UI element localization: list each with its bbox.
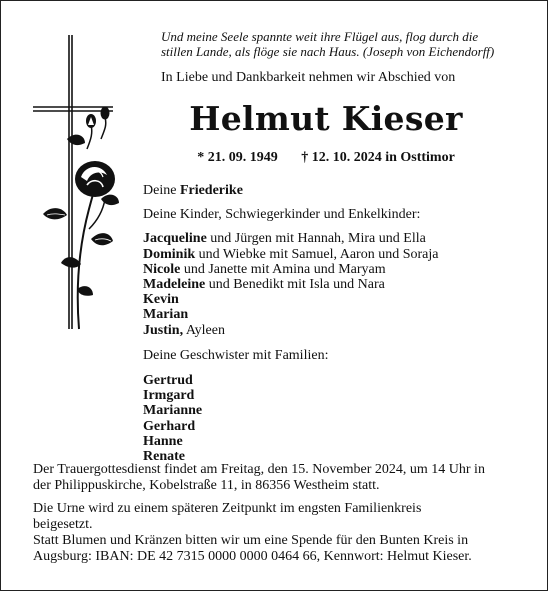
spouse-prefix: Deine [143, 183, 177, 198]
donation-line: Augsburg: IBAN: DE 42 7315 0000 0000 0464 66, Kennwort: Helmut Kieser. [33, 549, 472, 564]
service-line: Der Trauergottesdienst findet am Freitag, den 15. November 2024, um 14 Uhr in [33, 462, 485, 477]
list-item: Marian [143, 307, 189, 323]
list-item: Gerhard [143, 418, 196, 434]
children-heading: Deine Kinder, Schwiegerkinder und Enkelkinder: [143, 207, 421, 223]
list-item: Dominik und Wiebke mit Samuel, Aaron und Soraja [143, 246, 439, 262]
death-date: † 12. 10. 2024 in Osttimor [301, 150, 455, 165]
urn-line: beigesetzt. [33, 517, 93, 532]
list-item: Renate [143, 449, 185, 465]
spouse-name: Friederike [179, 183, 243, 198]
list-item: Hanne [143, 433, 183, 449]
deceased-name: Helmut Kieser [189, 99, 463, 138]
service-notice [33, 462, 533, 494]
list-item: Gertrud [143, 373, 193, 389]
list-item: Kevin [143, 292, 179, 308]
intro-text: In Liebe und Dankbarkeit nehmen wir Abschied von [161, 70, 456, 85]
list-item: Jacqueline und Jürgen mit Hannah, Mira und Ella [143, 231, 426, 247]
donation-notice [33, 533, 533, 565]
list-item: Irmgard [143, 388, 195, 404]
urn-notice [33, 501, 533, 533]
urn-line: Die Urne wird zu einem späteren Zeitpunkt im engsten Familienkreis [33, 501, 422, 516]
donation-line: Statt Blumen und Kränzen bitten wir um eine Spende für den Bunten Kreis in [33, 533, 469, 548]
family-list [143, 183, 523, 464]
list-item: Nicole und Janette mit Amina und Maryam [143, 261, 386, 277]
birth-date: * 21. 09. 1949 [197, 150, 278, 165]
spouse-line [143, 183, 523, 198]
quote-line: Und meine Seele spannte weit ihre Flügel aus, flog durch die [161, 29, 479, 44]
quote [161, 29, 521, 59]
list-item: Madeleine und Benedikt mit Isla und Nara [143, 277, 385, 293]
cross-with-rose-icon [31, 29, 141, 334]
list-item: Marianne [143, 403, 203, 419]
list-item: Justin, Ayleen [143, 322, 225, 338]
quote-line: stillen Lande, als flöge sie nach Haus. (Joseph von Eichendorff) [161, 44, 495, 59]
service-line: der Philippuskirche, Kobelstraße 11, in 86356 Westheim statt. [33, 478, 380, 493]
life-dates [141, 150, 511, 166]
siblings-heading: Deine Geschwister mit Familien: [143, 347, 329, 363]
